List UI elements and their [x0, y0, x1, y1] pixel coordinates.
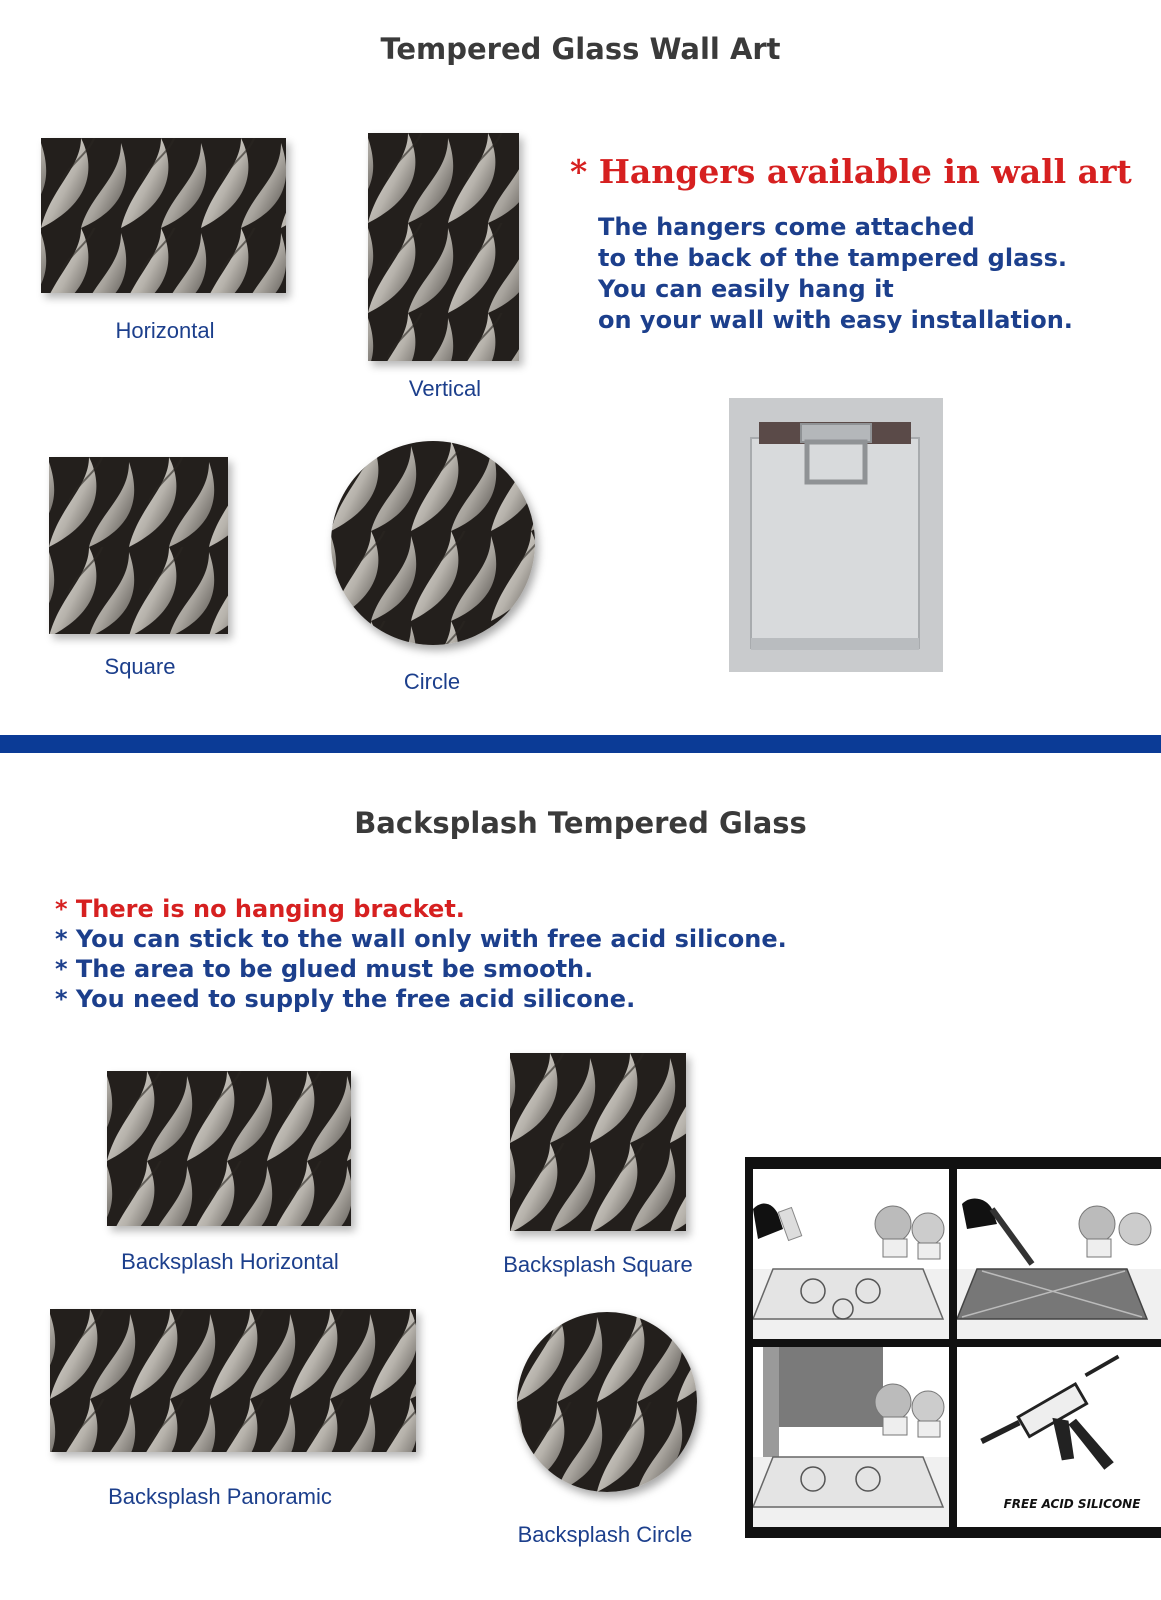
hanger-line: to the back of the tampered glass.	[598, 244, 1067, 272]
backsplash-horizontal-image[interactable]	[107, 1071, 351, 1226]
circle-wall-art-image[interactable]	[331, 441, 535, 645]
vertical-label: Vertical	[408, 376, 482, 401]
hanger-description	[598, 212, 1073, 336]
backsplash-square-image[interactable]	[510, 1053, 686, 1231]
installation-illustration	[745, 1157, 1161, 1538]
square-label: Square	[104, 654, 176, 679]
note-supply-silicone: * You need to supply the free acid silicone.	[55, 985, 636, 1013]
backsplash-circle-label: Backsplash Circle	[517, 1522, 693, 1547]
note-no-bracket: * There is no hanging bracket.	[55, 895, 465, 923]
install-step-2	[957, 1169, 1161, 1339]
backsplash-panoramic-label: Backsplash Panoramic	[108, 1484, 332, 1509]
section-divider	[0, 735, 1161, 753]
silicone-label: FREE ACID SILICONE	[1003, 1497, 1141, 1511]
backsplash-circle-image[interactable]	[517, 1312, 697, 1492]
horizontal-label: Horizontal	[115, 318, 215, 343]
wall-art-title: Tempered Glass Wall Art	[380, 32, 781, 66]
horizontal-wall-art-image[interactable]	[41, 138, 286, 293]
backsplash-title: Backsplash Tempered Glass	[354, 806, 807, 840]
install-step-4	[957, 1347, 1161, 1527]
silicone-gun-icon	[957, 1347, 1161, 1517]
install-step-1	[753, 1169, 949, 1339]
backsplash-panoramic-image[interactable]	[50, 1309, 416, 1452]
circle-label: Circle	[403, 669, 461, 694]
install-step-3	[753, 1347, 949, 1527]
backsplash-horizontal-label: Backsplash Horizontal	[121, 1249, 339, 1274]
vertical-wall-art-image[interactable]	[368, 133, 519, 361]
hanger-line: on your wall with easy installation.	[598, 306, 1073, 334]
hanger-line: The hangers come attached	[598, 213, 975, 241]
backsplash-square-label: Backsplash Square	[503, 1252, 693, 1277]
hanger-photo	[729, 398, 943, 672]
backsplash-notes	[55, 894, 787, 1014]
hanger-heading: * Hangers available in wall art	[570, 152, 1132, 191]
note-silicone: * You can stick to the wall only with free acid silicone.	[55, 925, 787, 953]
note-smooth-area: * The area to be glued must be smooth.	[55, 955, 594, 983]
square-wall-art-image[interactable]	[49, 457, 228, 634]
hanger-line: You can easily hang it	[598, 275, 894, 303]
